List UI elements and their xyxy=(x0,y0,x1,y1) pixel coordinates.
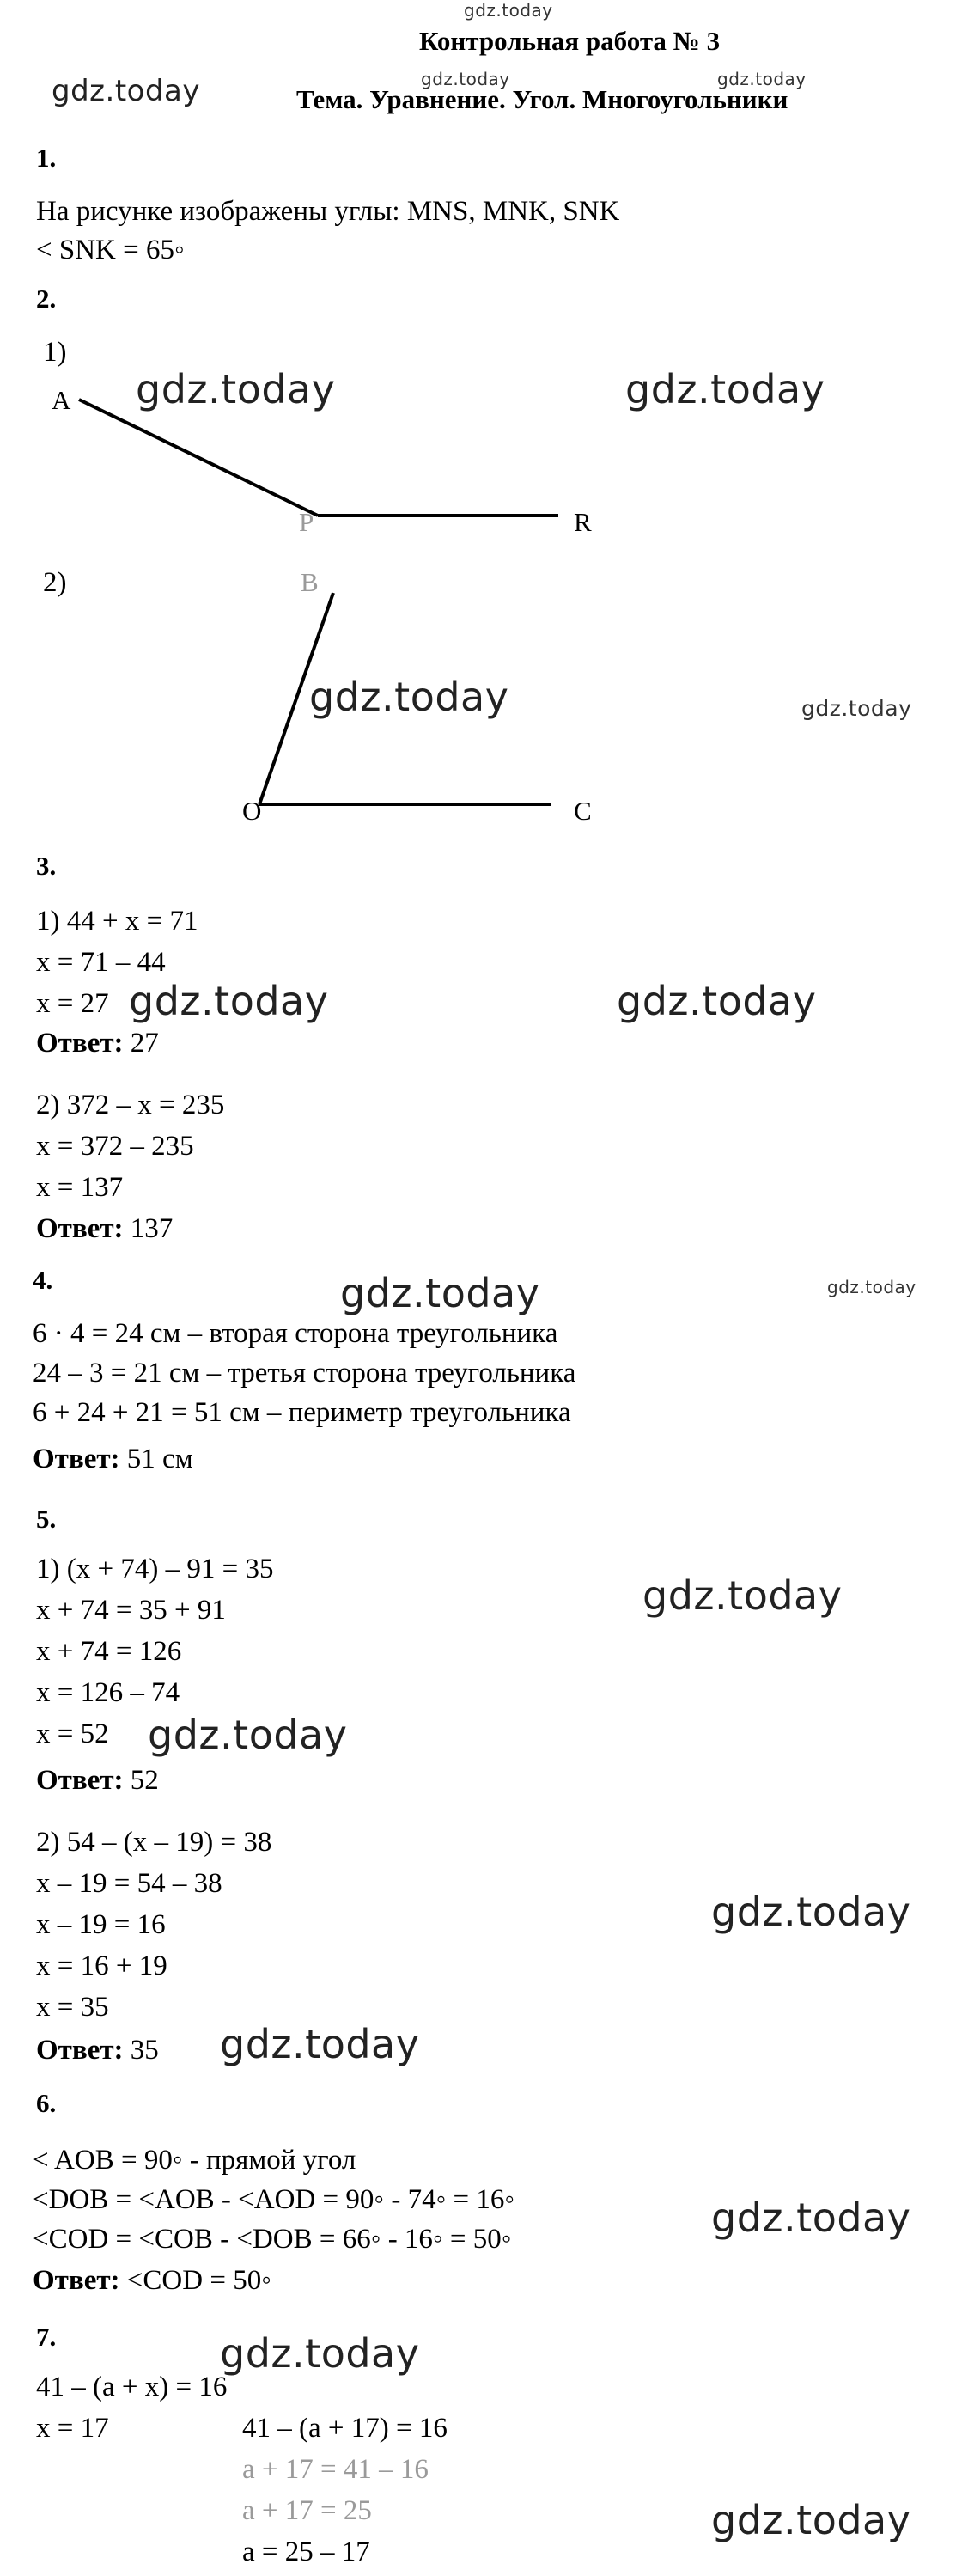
task-1-line: < SNK = 65◦ xyxy=(36,235,185,266)
answer-label: Ответ: xyxy=(33,1444,120,1474)
point-label-o: O xyxy=(242,796,262,826)
task-5-line: x + 74 = 126 xyxy=(36,1636,182,1667)
task-1-line: На рисунке изображены углы: MNS, MNK, SNK xyxy=(36,196,620,227)
answer-value: <COD = 50◦ xyxy=(126,2265,271,2296)
answer-value: 27 xyxy=(130,1028,159,1059)
answer-label: Ответ: xyxy=(36,1765,124,1796)
page-subtitle: Тема. Уравнение. Угол. Многоугольники xyxy=(296,84,788,114)
point-label-a: A xyxy=(52,385,71,415)
answer-value: 35 xyxy=(130,2035,159,2066)
task-3-line: 2) 372 – x = 235 xyxy=(36,1090,225,1120)
task-4-line: 24 – 3 = 21 см – третья сторона треугольника xyxy=(33,1358,576,1389)
task-7-step: a + 17 = 41 – 16 xyxy=(242,2454,429,2485)
task-7-step: a + 17 = 25 xyxy=(242,2495,372,2526)
watermark: gdz.today xyxy=(340,1270,540,1316)
answer-label: Ответ: xyxy=(33,2265,120,2296)
task-5-line: x = 126 – 74 xyxy=(36,1677,180,1708)
task-7-step: 41 – (a + 17) = 16 xyxy=(242,2413,448,2444)
task-2-part-label: 1) xyxy=(43,337,67,368)
task-5-line: x – 19 = 54 – 38 xyxy=(36,1868,222,1899)
task-5-line: x = 52 xyxy=(36,1718,109,1749)
watermark: gdz.today xyxy=(309,674,509,720)
watermark: gdz.today xyxy=(52,74,200,108)
task-6-line: <COD = <COB - <DOB = 66◦ - 16◦ = 50◦ xyxy=(33,2224,512,2255)
task-5-line: x = 35 xyxy=(36,1992,109,2023)
point-label-p: P xyxy=(299,507,314,537)
answer-label: Ответ: xyxy=(36,2035,124,2066)
task-3-line: x = 27 xyxy=(36,988,109,1019)
task-7-given: x = 17 xyxy=(36,2413,109,2444)
task-5-line: x = 16 + 19 xyxy=(36,1950,167,1981)
task-3-line: 1) 44 + x = 71 xyxy=(36,906,198,937)
task-5-number: 5. xyxy=(36,1504,57,1534)
watermark: gdz.today xyxy=(801,696,912,721)
task-7-number: 7. xyxy=(36,2322,57,2352)
task-5-line: x – 19 = 16 xyxy=(36,1909,166,1940)
watermark: gdz.today xyxy=(711,2497,911,2543)
task-1-number: 1. xyxy=(36,143,57,173)
ray-pa xyxy=(79,400,318,516)
watermark: gdz.today xyxy=(827,1277,916,1297)
watermark: gdz.today xyxy=(717,69,807,89)
point-label-c: C xyxy=(574,796,592,826)
task-6-line: <DOB = <AOB - <AOD = 90◦ - 74◦ = 16◦ xyxy=(33,2184,515,2215)
point-label-b: B xyxy=(301,567,319,597)
page-title: Контрольная работа № 3 xyxy=(419,26,721,56)
answer-label: Ответ: xyxy=(36,1213,124,1244)
task-7-equation: 41 – (a + x) = 16 xyxy=(36,2372,228,2402)
task-5-line: 2) 54 – (x – 19) = 38 xyxy=(36,1827,272,1858)
answer-value: 51 см xyxy=(126,1444,193,1474)
task-3-line: x = 71 – 44 xyxy=(36,947,166,978)
task-3-line: x = 137 xyxy=(36,1172,124,1203)
task-3-line: x = 372 – 235 xyxy=(36,1131,194,1162)
task-4-number: 4. xyxy=(33,1265,53,1295)
watermark: gdz.today xyxy=(617,978,817,1024)
watermark: gdz.today xyxy=(464,0,553,21)
watermark: gdz.today xyxy=(220,2021,420,2067)
watermark: gdz.today xyxy=(711,2194,911,2241)
task-5-line: 1) (x + 74) – 91 = 35 xyxy=(36,1554,274,1584)
watermark: gdz.today xyxy=(220,2330,420,2377)
answer-label: Ответ: xyxy=(36,1028,124,1059)
watermark: gdz.today xyxy=(136,366,336,412)
watermark: gdz.today xyxy=(421,69,510,89)
watermark: gdz.today xyxy=(625,366,825,412)
task-6-line: < AOB = 90◦ - прямой угол xyxy=(33,2145,356,2176)
watermark: gdz.today xyxy=(129,978,329,1024)
point-label-r: R xyxy=(574,507,592,537)
task-4-line: 6 + 24 + 21 = 51 см – периметр треугольника xyxy=(33,1397,571,1428)
watermark: gdz.today xyxy=(148,1712,348,1758)
task-2-part-label: 2) xyxy=(43,567,67,598)
watermark: gdz.today xyxy=(711,1889,911,1935)
watermark: gdz.today xyxy=(642,1572,843,1619)
task-5-line: x + 74 = 35 + 91 xyxy=(36,1595,226,1626)
task-6-number: 6. xyxy=(36,2088,57,2118)
task-2-number: 2. xyxy=(36,284,57,314)
task-3-number: 3. xyxy=(36,851,57,881)
answer-value: 52 xyxy=(130,1765,159,1796)
answer-value: 137 xyxy=(130,1213,174,1244)
task-7-step: a = 25 – 17 xyxy=(242,2536,370,2567)
task-4-line: 6 · 4 = 24 см – вторая сторона треугольника xyxy=(33,1318,558,1349)
